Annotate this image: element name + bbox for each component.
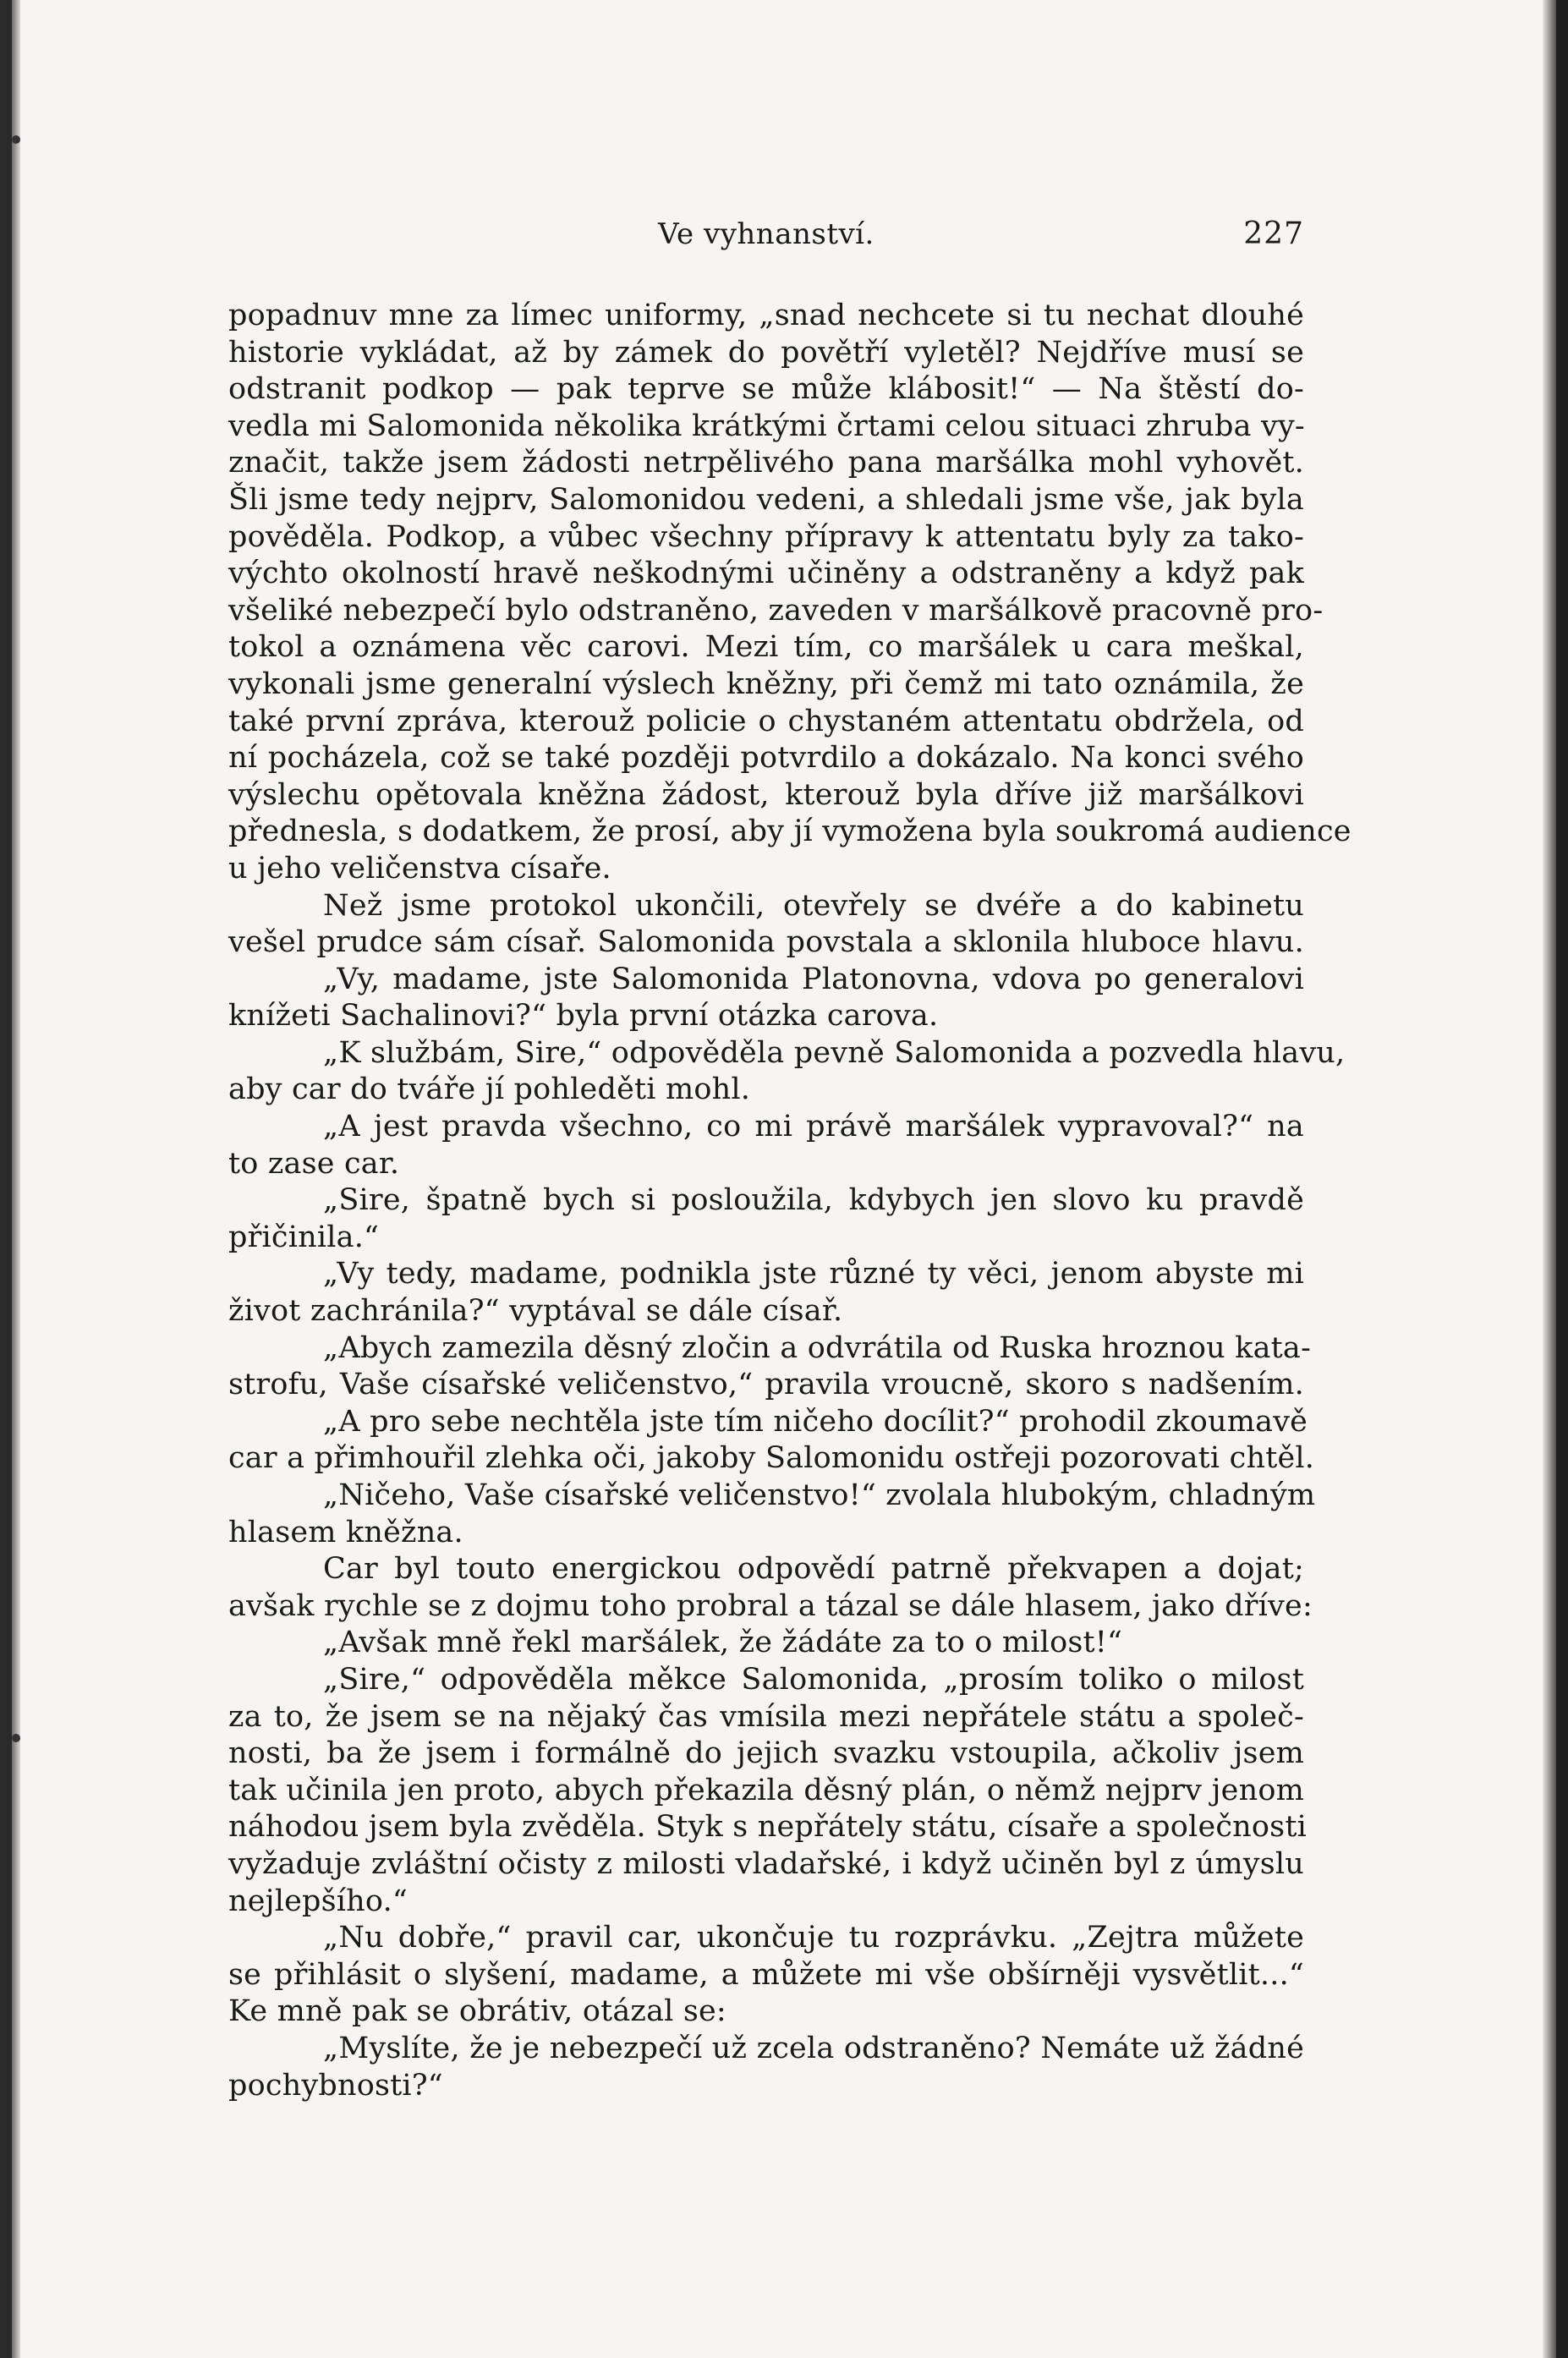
text-line: tak učinila jen proto, abych překazila děsný plán, o němž nejprv jenom	[228, 1773, 1304, 1807]
binding-edge	[0, 0, 12, 2358]
text-line: car a přimhouřil zlehka oči, jakoby Salomonidu ostřeji pozorovati chtěl.	[228, 1441, 1315, 1476]
text-line: u jeho veličenstva císaře.	[228, 851, 611, 886]
text-line: značit, takže jsem žádosti netrpělivého pana maršálka mohl vyhovět.	[228, 446, 1304, 480]
text-line: vykonali jsme generalní výslech kněžny, při čemž mi tato oznámila, že	[228, 666, 1304, 701]
text-line: „Vy, madame, jste Salomonida Platonovna, vdova po generalovi	[323, 962, 1304, 996]
text-line: Ke mně pak se obrátiv, otázal se:	[228, 1994, 726, 2029]
right-page-edge	[1556, 0, 1568, 2358]
text-line: život zachránila?“ vyptával se dále císař.	[228, 1294, 843, 1329]
text-line: nosti, ba že jsem i formálně do jejich svazku vstoupila, ačkoliv jsem	[228, 1736, 1304, 1771]
body-text	[228, 298, 1351, 2104]
text-line: strofu, Vaše císařské veličenstvo,“ pravila vroucně, skoro s nadšením.	[228, 1368, 1304, 1402]
text-line: výslechu opětovala kněžna žádost, kterouž byla dříve již maršálkovi	[228, 777, 1304, 812]
text-line: tokol a oznámena věc carovi. Mezi tím, co maršálek u cara meškal,	[228, 630, 1304, 665]
text-line: „Vy tedy, madame, podnikla jste různé ty věci, jenom abyste mi	[323, 1257, 1304, 1291]
text-line: se přihlásit o slyšení, madame, a můžete mi vše obšírněji vysvětlit...“	[228, 1957, 1304, 1992]
text-line: nejlepšího.“	[228, 1884, 408, 1918]
text-line: „A pro sebe nechtěla jste tím ničeho docílit?“ prohodil zkoumavě	[323, 1404, 1308, 1439]
text-line: za to, že jsem se na nějaký čas vmísila mezi nepřátele státu a společ-	[228, 1699, 1304, 1734]
text-line: vedla mi Salomonida několika krátkými črtami celou situaci zhruba vy-	[228, 409, 1305, 443]
text-line: Car byl touto energickou odpovědí patrně překvapen a dojat;	[323, 1552, 1304, 1587]
text-line: pověděla. Podkop, a vůbec všechny přípravy k attentatu byly za tako-	[228, 519, 1304, 554]
text-line: výchto okolností hravě neškodnými učiněny a odstraněny a když pak	[228, 557, 1304, 591]
page-number: 227	[1243, 217, 1304, 251]
text-line: „Sire, špatně bych si posloužila, kdybych jen slovo ku pravdě	[323, 1183, 1304, 1218]
text-line: knížeti Sachalinovi?“ byla první otázka carova.	[228, 999, 939, 1034]
running-header	[228, 216, 1304, 253]
text-line: historie vykládat, až by zámek do povětří vyletěl? Nejdříve musí se	[228, 335, 1304, 370]
text-line: „Nu dobře,“ pravil car, ukončuje tu rozprávku. „Zejtra můžete	[323, 1921, 1304, 1955]
text-line: odstranit podkop — pak teprve se může klábosit!“ — Na štěstí do-	[228, 372, 1304, 407]
text-line: „Avšak mně řekl maršálek, že žádáte za to o milost!“	[323, 1626, 1123, 1660]
text-line: avšak rychle se z dojmu toho probral a tázal se dále hlasem, jako dříve:	[228, 1588, 1313, 1623]
text-line: „K službám, Sire,“ odpověděla pevně Salomonida a pozvedla hlavu,	[323, 1035, 1346, 1070]
text-line: přičinila.“	[228, 1220, 380, 1254]
running-title: Ve vyhnanství.	[658, 217, 874, 251]
text-line: všeliké nebezpečí bylo odstraněno, zaveden v maršálkově pracovně pro-	[228, 593, 1324, 628]
text-line: vešel prudce sám císař. Salomonida povstala a sklonila hluboce hlavu.	[228, 925, 1304, 960]
text-line: popadnuv mne za límec uniformy, „snad nechcete si tu nechat dlouhé	[228, 299, 1304, 332]
binding-shadow	[12, 0, 20, 2358]
text-line: Než jsme protokol ukončili, otevřely se dvéře a do kabinetu	[323, 888, 1304, 923]
text-line: „A jest pravda všechno, co mi právě maršálek vypravoval?“ na	[323, 1110, 1304, 1144]
text-line: to zase car.	[228, 1146, 400, 1181]
text-line: „Ničeho, Vaše císařské veličenstvo!“ zvolala hlubokým, chladným	[323, 1478, 1316, 1512]
text-line: Šli jsme tedy nejprv, Salomonidou vedeni, a shledali jsme vše, jak byla	[228, 482, 1304, 517]
scan-artifact	[12, 1734, 20, 1742]
text-line: ní pocházela, což se také později potvrdilo a dokázalo. Na konci svého	[228, 741, 1304, 776]
text-line: také první zpráva, kterouž policie o chystaném attentatu obdržela, od	[228, 704, 1304, 738]
text-line: „Abych zamezila děsný zločin a odvrátila od Ruska hroznou kata-	[323, 1330, 1312, 1365]
text-line: přednesla, s dodatkem, že prosí, aby jí vymožena byla soukromá audience	[228, 814, 1351, 849]
text-line: vyžaduje zvláštní očisty z milosti vladařské, i když učiněn byl z úmyslu	[228, 1846, 1304, 1881]
scan-artifact	[12, 135, 20, 144]
text-line: aby car do tváře jí pohleděti mohl.	[228, 1072, 751, 1107]
text-line: „Myslíte, že je nebezpečí už zcela odstraněno? Nemáte už žádné	[323, 2031, 1304, 2065]
text-line: pochybnosti?“	[228, 2068, 443, 2103]
right-edge-shadow	[1543, 0, 1556, 2358]
text-line: náhodou jsem byla zvěděla. Styk s nepřátely státu, císaře a společnosti	[228, 1810, 1308, 1845]
text-line: „Sire,“ odpověděla měkce Salomonida, „prosím toliko o milost	[323, 1662, 1304, 1697]
text-line: hlasem kněžna.	[228, 1515, 463, 1549]
